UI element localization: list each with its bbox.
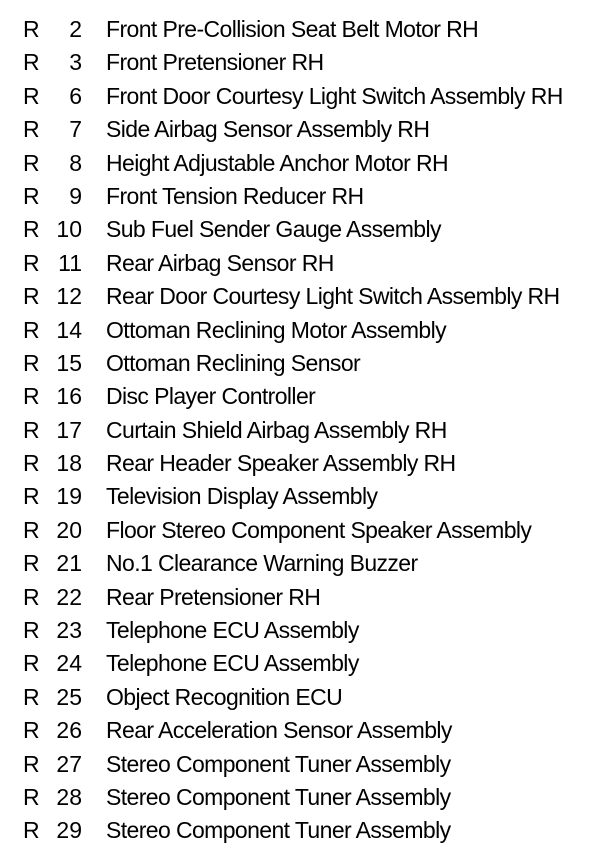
- row-prefix: R: [23, 182, 40, 209]
- row-component-name: Rear Header Speaker Assembly RH: [106, 450, 456, 477]
- row-number: 11: [58, 249, 82, 276]
- row-prefix: R: [23, 617, 40, 644]
- row-number: 15: [56, 349, 82, 376]
- row-number: 25: [56, 683, 82, 710]
- row-prefix: R: [23, 550, 40, 577]
- row-prefix: R: [23, 316, 40, 343]
- legend-row: [0, 80, 608, 113]
- row-prefix: R: [23, 450, 40, 477]
- row-component-name: Ottoman Reclining Motor Assembly: [106, 316, 446, 343]
- row-number: 18: [56, 450, 82, 477]
- row-prefix: R: [23, 483, 40, 510]
- row-prefix: R: [23, 650, 40, 677]
- row-prefix: R: [23, 49, 40, 76]
- row-component-name: Object Recognition ECU: [106, 683, 343, 710]
- legend-row: [0, 681, 608, 714]
- row-prefix: R: [23, 283, 40, 310]
- row-number: 22: [56, 583, 82, 610]
- row-component-name: Front Pretensioner RH: [106, 49, 324, 76]
- legend-row: [0, 447, 608, 480]
- row-number: 20: [56, 516, 82, 543]
- row-number: 24: [56, 650, 82, 677]
- row-number: 3: [69, 49, 82, 76]
- row-prefix: R: [23, 516, 40, 543]
- legend-row: [0, 147, 608, 180]
- row-number: 29: [56, 817, 82, 844]
- row-prefix: R: [23, 216, 40, 243]
- row-component-name: Stereo Component Tuner Assembly: [106, 817, 451, 844]
- row-number: 26: [56, 717, 82, 744]
- row-component-name: Front Door Courtesy Light Switch Assembly RH: [106, 82, 563, 109]
- row-component-name: Television Display Assembly: [106, 483, 378, 510]
- row-prefix: R: [23, 683, 40, 710]
- row-component-name: Side Airbag Sensor Assembly RH: [106, 116, 430, 143]
- legend-row: [0, 213, 608, 246]
- legend-row: [0, 514, 608, 547]
- legend-row: [0, 46, 608, 79]
- legend-row: [0, 814, 608, 847]
- row-component-name: Disc Player Controller: [106, 383, 316, 410]
- row-number: 8: [69, 149, 82, 176]
- legend-row: [0, 113, 608, 146]
- legend-row: [0, 180, 608, 213]
- component-legend-list: [0, 13, 608, 848]
- legend-row: [0, 480, 608, 513]
- legend-row: [0, 314, 608, 347]
- legend-row: [0, 714, 608, 747]
- row-component-name: Curtain Shield Airbag Assembly RH: [106, 416, 447, 443]
- row-component-name: Rear Door Courtesy Light Switch Assembly RH: [106, 283, 560, 310]
- row-component-name: Rear Airbag Sensor RH: [106, 249, 334, 276]
- row-number: 19: [56, 483, 82, 510]
- row-component-name: Floor Stereo Component Speaker Assembly: [106, 516, 532, 543]
- row-number: 17: [56, 416, 82, 443]
- row-number: 23: [56, 617, 82, 644]
- row-prefix: R: [23, 416, 40, 443]
- legend-row: [0, 347, 608, 380]
- row-component-name: Height Adjustable Anchor Motor RH: [106, 149, 449, 176]
- row-component-name: Front Tension Reducer RH: [106, 182, 364, 209]
- legend-row: [0, 547, 608, 580]
- legend-row: [0, 414, 608, 447]
- row-number: 6: [69, 82, 82, 109]
- row-number: 12: [56, 283, 82, 310]
- legend-row: [0, 748, 608, 781]
- row-prefix: R: [23, 82, 40, 109]
- legend-row: [0, 581, 608, 614]
- row-number: 7: [69, 116, 82, 143]
- row-component-name: Rear Acceleration Sensor Assembly: [106, 717, 452, 744]
- row-component-name: Sub Fuel Sender Gauge Assembly: [106, 216, 441, 243]
- row-component-name: Stereo Component Tuner Assembly: [106, 783, 451, 810]
- row-prefix: R: [23, 583, 40, 610]
- row-component-name: Stereo Component Tuner Assembly: [106, 750, 451, 777]
- row-prefix: R: [23, 116, 40, 143]
- row-component-name: Front Pre-Collision Seat Belt Motor RH: [106, 16, 479, 42]
- legend-row: [0, 247, 608, 280]
- row-prefix: R: [23, 783, 40, 810]
- row-number: 10: [56, 216, 82, 243]
- row-number: 14: [56, 316, 82, 343]
- legend-row: [0, 280, 608, 313]
- legend-row: [0, 13, 608, 46]
- row-prefix: R: [23, 16, 40, 42]
- row-prefix: R: [23, 817, 40, 844]
- row-prefix: R: [23, 717, 40, 744]
- row-number: 9: [69, 182, 82, 209]
- row-component-name: No.1 Clearance Warning Buzzer: [106, 550, 418, 577]
- row-number: 28: [56, 783, 82, 810]
- row-number: 27: [56, 750, 82, 777]
- row-prefix: R: [23, 149, 40, 176]
- row-prefix: R: [23, 383, 40, 410]
- row-component-name: Rear Pretensioner RH: [106, 583, 321, 610]
- legend-row: [0, 781, 608, 814]
- row-prefix: R: [23, 349, 40, 376]
- legend-row: [0, 647, 608, 680]
- row-component-name: Telephone ECU Assembly: [106, 617, 359, 644]
- row-prefix: R: [23, 750, 40, 777]
- legend-row: [0, 380, 608, 413]
- row-number: 21: [56, 550, 82, 577]
- row-number: 16: [56, 383, 82, 410]
- row-component-name: Ottoman Reclining Sensor: [106, 349, 361, 376]
- row-prefix: R: [23, 249, 40, 276]
- legend-row: [0, 614, 608, 647]
- row-number: 2: [69, 16, 82, 42]
- row-component-name: Telephone ECU Assembly: [106, 650, 359, 677]
